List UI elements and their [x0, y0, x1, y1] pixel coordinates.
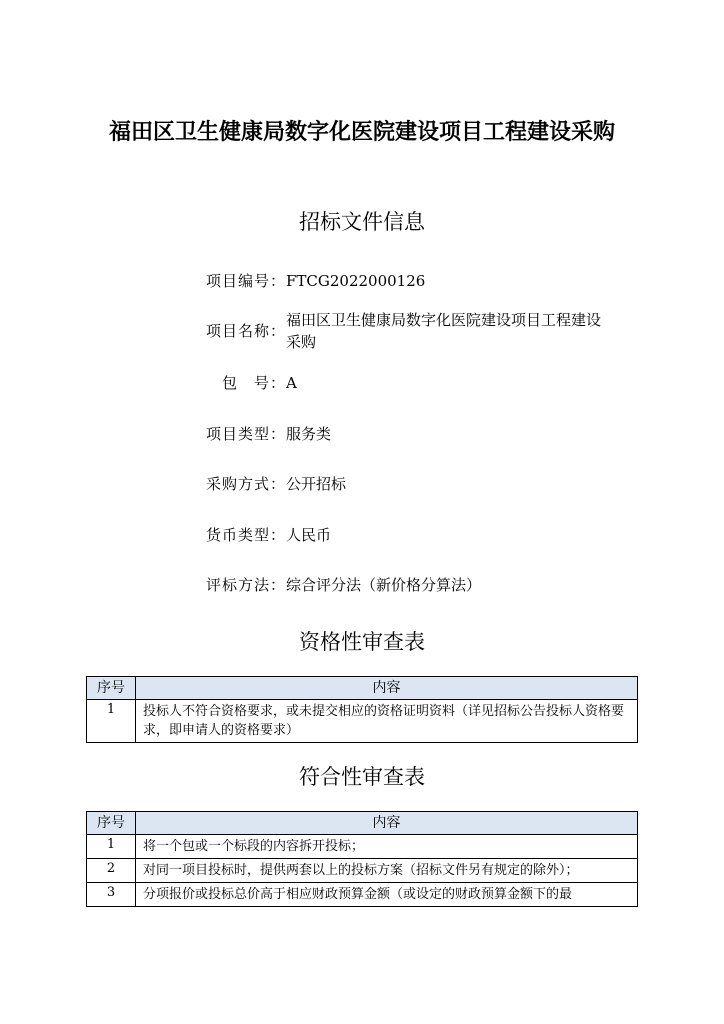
- info-label: 包 号：: [221, 374, 286, 392]
- info-label: 项目类型：: [205, 425, 286, 443]
- info-row-procurement-method: [190, 473, 630, 495]
- info-value: 公开招标: [286, 475, 347, 493]
- row-number: 3: [87, 883, 136, 907]
- table-row: [87, 883, 638, 907]
- info-value: 服务类: [286, 425, 332, 443]
- row-number: 1: [87, 835, 136, 859]
- row-content: 对同一项目投标时，提供两套以上的投标方案（招标文件另有规定的除外）；: [136, 859, 638, 883]
- info-row-evaluation-method: [190, 574, 630, 596]
- compliance-table: [86, 811, 638, 907]
- info-value: A: [286, 374, 297, 392]
- info-row-currency: [190, 524, 630, 546]
- qualification-table: [86, 676, 638, 743]
- info-row-project-name: [190, 309, 630, 353]
- table-header-row: [87, 812, 638, 835]
- info-label: 评标方法：: [205, 576, 286, 594]
- header-number: 序号: [87, 677, 136, 700]
- table-row: [87, 700, 638, 743]
- info-value: 福田区卫生健康局数字化医院建设项目工程建设采购: [286, 311, 602, 351]
- row-content: 将一个包或一个标段的内容拆开投标；: [136, 835, 638, 859]
- section-info-title: 招标文件信息: [299, 210, 425, 234]
- info-label: 货币类型：: [205, 526, 286, 544]
- info-value: 综合评分法（新价格分算法）: [286, 576, 482, 594]
- table-row: [87, 835, 638, 859]
- row-number: 1: [87, 700, 136, 743]
- info-row-package-number: [190, 372, 630, 394]
- header-number: 序号: [87, 812, 136, 835]
- qualification-table-title: 资格性审查表: [299, 630, 425, 654]
- info-label: 项目名称：: [205, 322, 286, 340]
- info-row-project-number: [190, 270, 630, 292]
- info-value: 人民币: [286, 526, 332, 544]
- compliance-table-title: 符合性审查表: [299, 765, 425, 789]
- info-row-project-type: [190, 423, 630, 445]
- row-number: 2: [87, 859, 136, 883]
- row-content: 投标人不符合资格要求，或未提交相应的资格证明资料（详见招标公告投标人资格要求，即申请人的资格要求）: [136, 700, 638, 743]
- table-header-row: [87, 677, 638, 700]
- document-title: 福田区卫生健康局数字化医院建设项目工程建设采购: [108, 120, 615, 145]
- info-label: 项目编号：: [205, 272, 286, 290]
- table-row: [87, 859, 638, 883]
- header-content: 内容: [136, 677, 638, 700]
- info-value: FTCG2022000126: [286, 272, 426, 290]
- info-label: 采购方式：: [205, 475, 286, 493]
- row-content: 分项报价或投标总价高于相应财政预算金额（或设定的财政预算金额下的最: [136, 883, 638, 907]
- header-content: 内容: [136, 812, 638, 835]
